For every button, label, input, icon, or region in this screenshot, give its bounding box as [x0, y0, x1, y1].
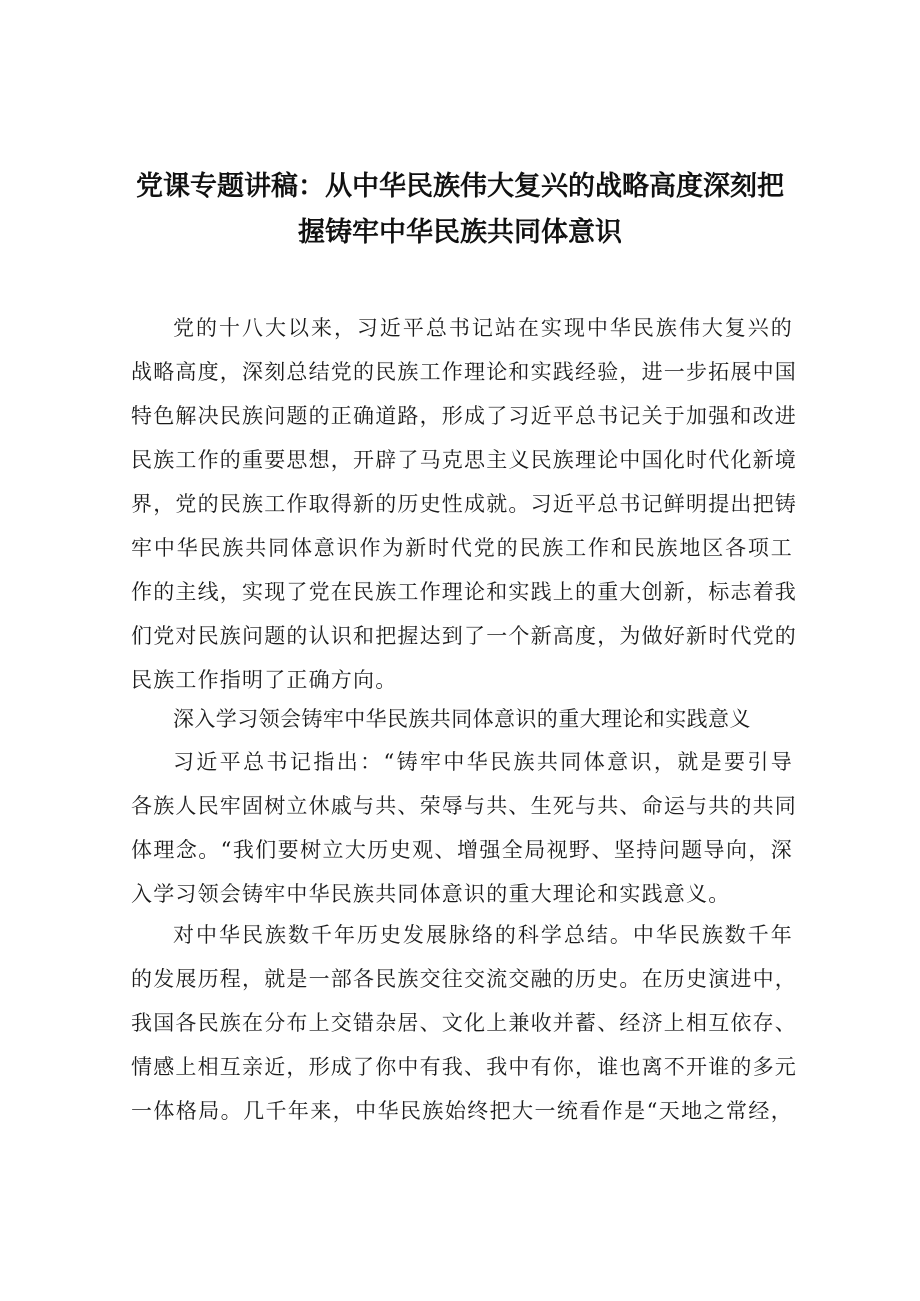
text-line: 的发展历程，就是一部各民族交往交流交融的历史。在历史演进中，	[131, 967, 797, 991]
text-line: 一体格局。几千年来，中华民族始终把大一统看作是“天地之常经，	[131, 1099, 793, 1123]
text-line: 体理念。“我们要树立大历史观、增强全局视野、坚持问题导向，深	[131, 838, 793, 862]
document-title-line-1: 党课专题讲稿：从中华民族伟大复兴的战略高度深刻把	[136, 171, 784, 202]
text-line: 我国各民族在分布上交错杂居、文化上兼收并蓄、经济上相互依存、	[131, 1011, 797, 1035]
text-line: 习近平总书记指出：“铸牢中华民族共同体意识，就是要引导	[173, 750, 793, 774]
paragraph-intro	[131, 306, 797, 702]
text-line: 民族工作的重要思想，开辟了马克思主义民族理论中国化时代化新境	[131, 448, 797, 472]
text-line: 战略高度，深刻总结党的民族工作理论和实践经验，进一步拓展中国	[131, 360, 797, 384]
text-line: 牢中华民族共同体意识作为新时代党的民族工作和民族地区各项工	[131, 536, 793, 560]
text-line: 们党对民族问题的认识和把握达到了一个新高度，为做好新时代党的	[131, 624, 797, 648]
text-line: 界，党的民族工作取得新的历史性成就。习近平总书记鲜明提出把铸	[131, 492, 797, 516]
paragraph-quote	[131, 740, 797, 916]
text-line: 党的十八大以来，习近平总书记站在实现中华民族伟大复兴的	[173, 316, 793, 340]
document-title-line-2: 握铸牢中华民族共同体意识	[298, 217, 622, 248]
text-line: 入学习领会铸牢中华民族共同体意识的重大理论和实践意义。	[131, 882, 731, 906]
text-line: 各族人民牢固树立休戚与共、荣辱与共、生死与共、命运与共的共同	[131, 794, 797, 818]
section-heading: 深入学习领会铸牢中华民族共同体意识的重大理论和实践意义	[173, 707, 751, 731]
text-line: 特色解决民族问题的正确道路，形成了习近平总书记关于加强和改进	[131, 404, 797, 428]
text-line: 对中华民族数千年历史发展脉络的科学总结。中华民族数千年	[173, 923, 793, 947]
text-line: 民族工作指明了正确方向。	[131, 668, 398, 692]
paragraph-history	[131, 913, 797, 1133]
text-line: 情感上相互亲近，形成了你中有我、我中有你，谁也离不开谁的多元	[131, 1055, 797, 1079]
text-line: 作的主线，实现了党在民族工作理论和实践上的重大创新，标志着我	[131, 580, 797, 604]
